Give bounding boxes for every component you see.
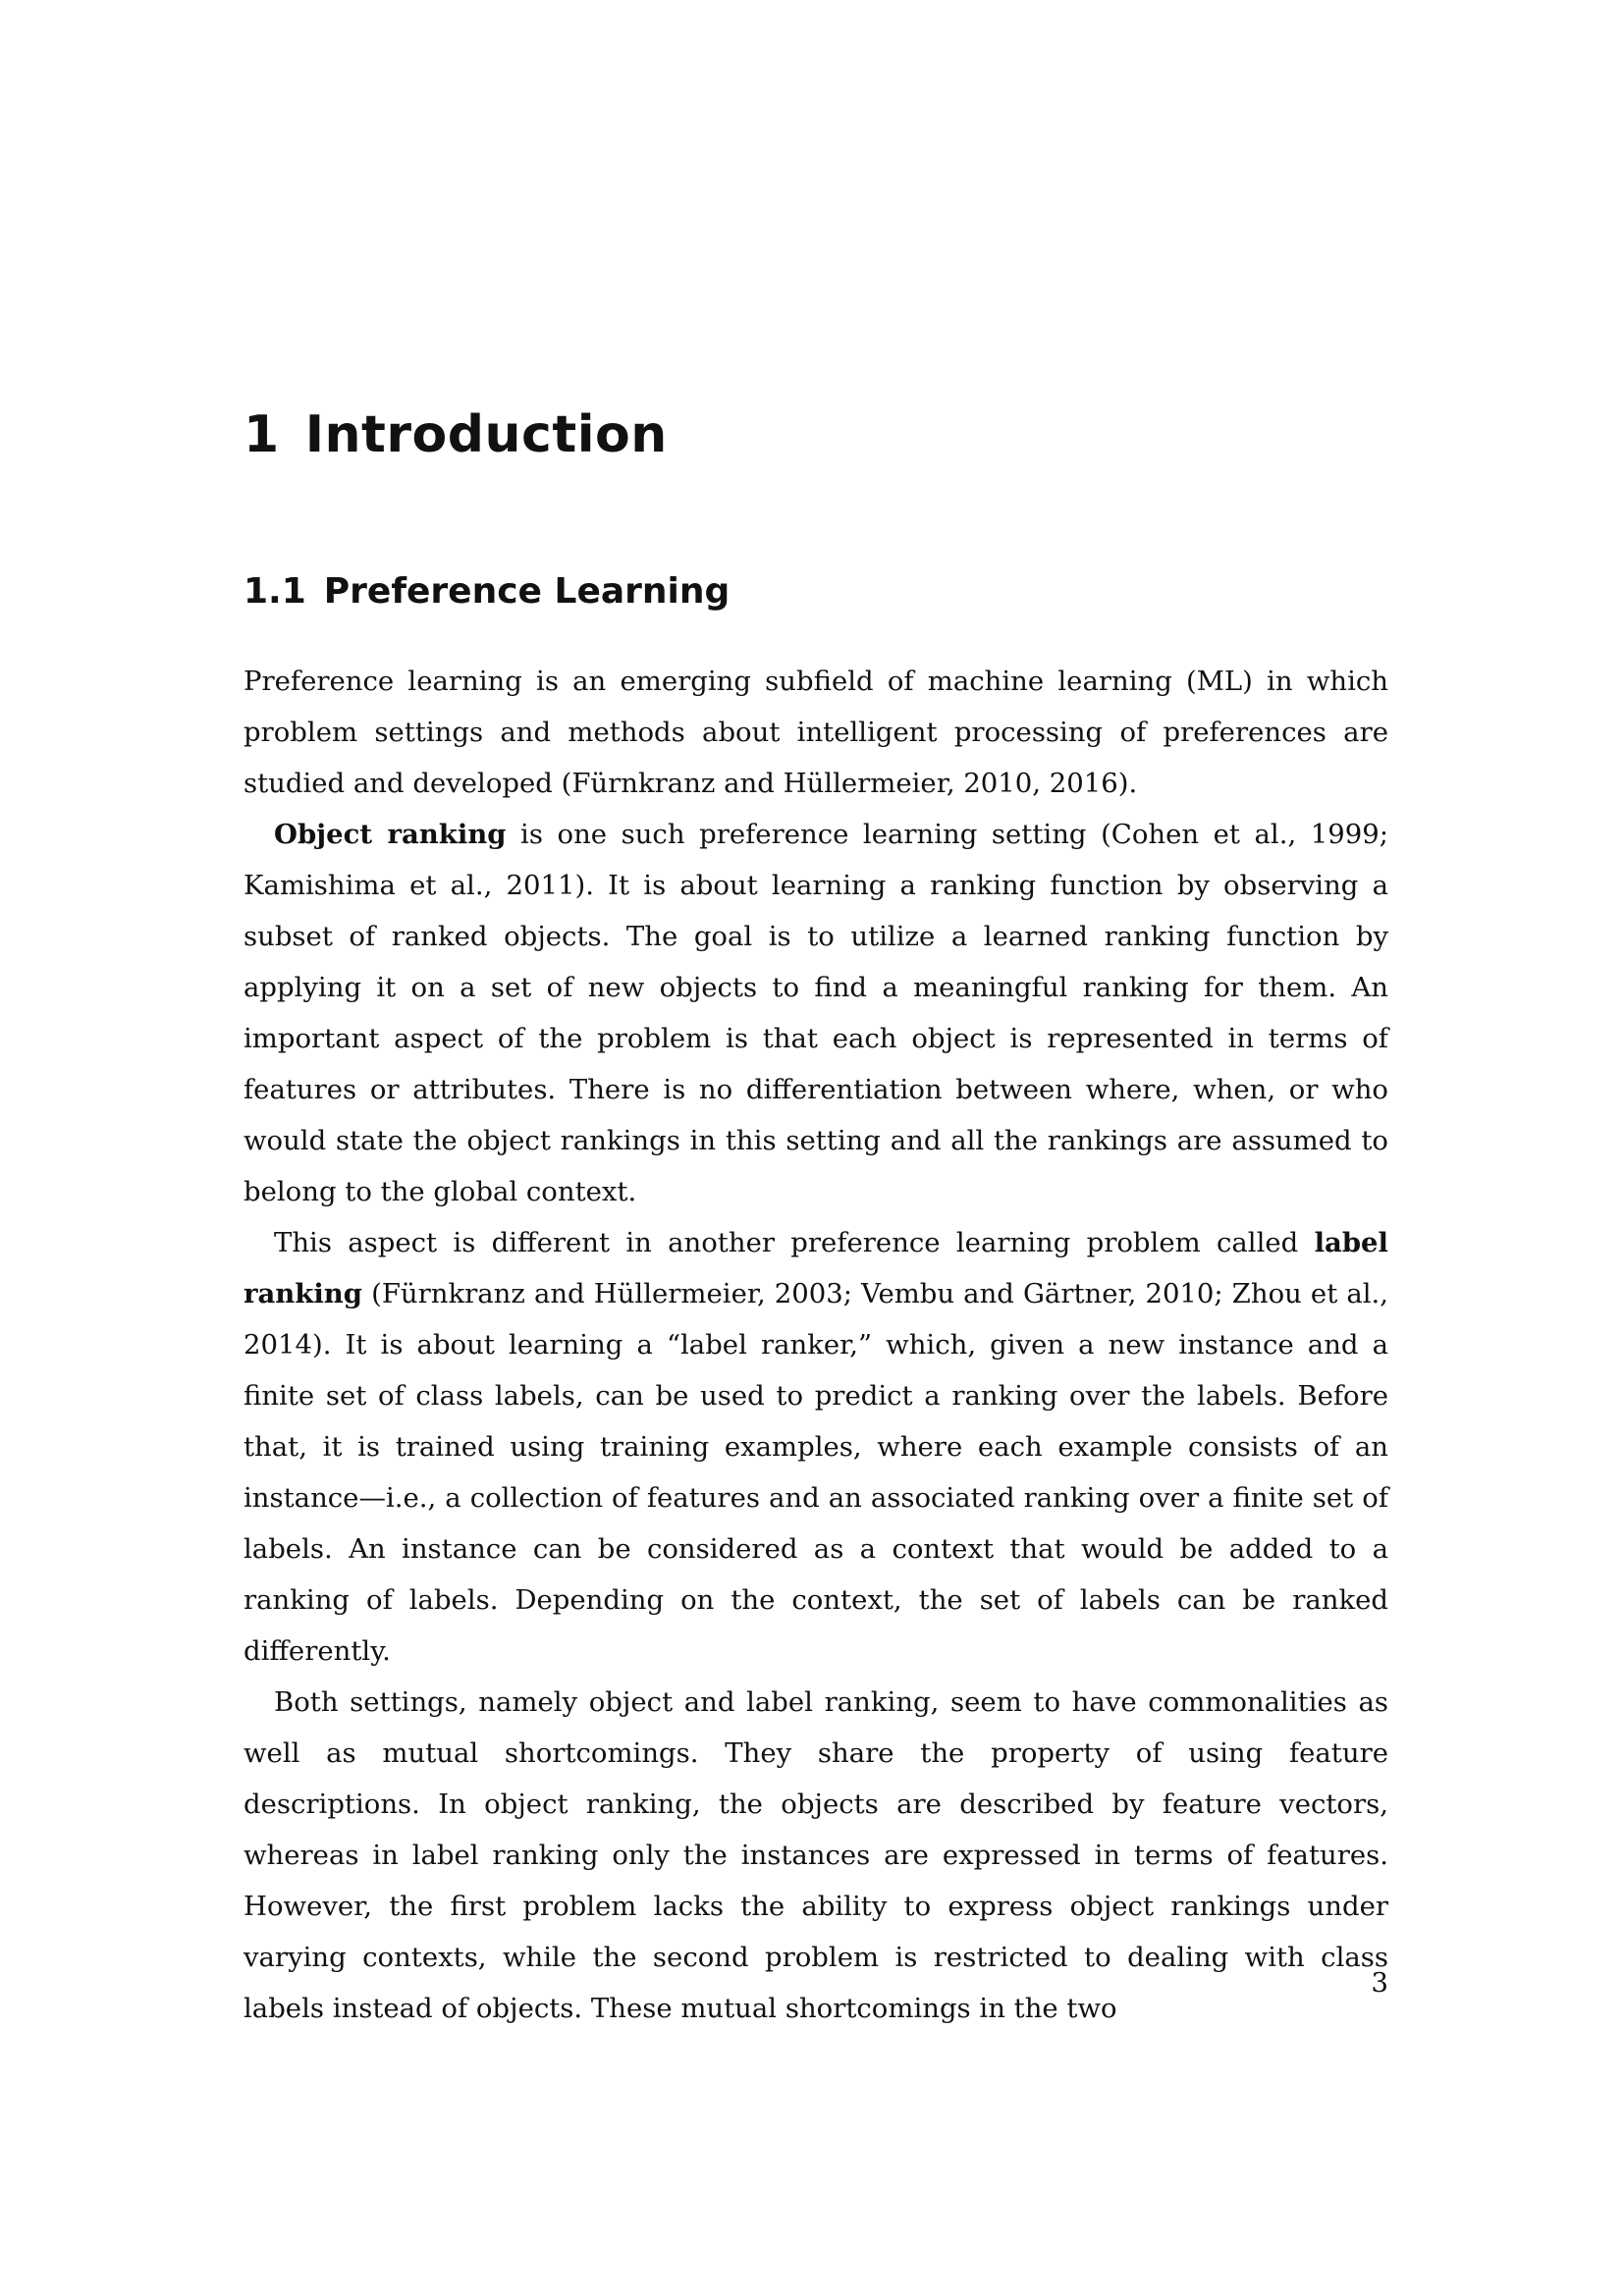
paragraph-preference-learning [244, 656, 1388, 809]
paragraph-text: Preference learning is an emerging subfield of machine learning (ML) in which problem settings and methods about intelligent processing of preferences are studied and developed (Fürnkranz and Hüllermeier, 2010, 2016). [244, 666, 1388, 799]
paragraph-object-ranking [244, 809, 1388, 1217]
chapter-number: 1 [244, 405, 280, 464]
section-number: 1.1 [244, 571, 306, 612]
page-number: 3 [1371, 1967, 1388, 1999]
section-heading [244, 567, 730, 616]
paragraph-text: Both settings, namely object and label ranking, seem to have commonalities as well as mutual shortcomings. They share the property of using feature descriptions. In object ranking, the objects are described by feature vectors, whereas in label ranking only the instances are expressed in terms of features. However, the first problem lacks the ability to express object rankings under varying contexts, while the second problem is restricted to dealing with class labels instead of objects. These mutual shortcomings in the two [244, 1686, 1388, 2024]
section-title: Preference Learning [323, 571, 731, 612]
paragraph-both-settings [244, 1677, 1388, 2034]
paragraph-text-after: (Fürnkranz and Hüllermeier, 2003; Vembu and Gärtner, 2010; Zhou et al., 2014). It is about learning a “label ranker,” which, given a new instance and a finite set of class labels, can be used to predict a ranking over the labels. Before that, it is trained using training examples, where each example consists of an instance—i.e., a collection of features and an associated ranking over a finite set of labels. An instance can be considered as a context that would be added to a ranking of labels. Depending on the context, the set of labels can be ranked differently. [244, 1278, 1388, 1667]
bold-term-object-ranking: Object ranking [274, 819, 507, 850]
paragraph-text: is one such preference learning setting (Cohen et al., 1999; Kamishima et al., 2011). It is about learning a ranking function by observing a subset of ranked objects. The goal is to utilize a learned ranking function by applying it on a set of new objects to find a meaningful ranking for them. An important aspect of the problem is that each object is represented in terms of features or attributes. There is no differentiation between where, when, or who would state the object rankings in this setting and all the rankings are assumed to belong to the global context. [244, 819, 1388, 1207]
chapter-heading [244, 400, 668, 469]
body-text [244, 656, 1388, 2034]
chapter-title: Introduction [304, 405, 668, 464]
paragraph-label-ranking [244, 1217, 1388, 1677]
bold-term-label-ranking: label ranking [244, 1227, 1388, 1309]
paragraph-text-before: This aspect is different in another preference learning problem called [274, 1227, 1315, 1258]
